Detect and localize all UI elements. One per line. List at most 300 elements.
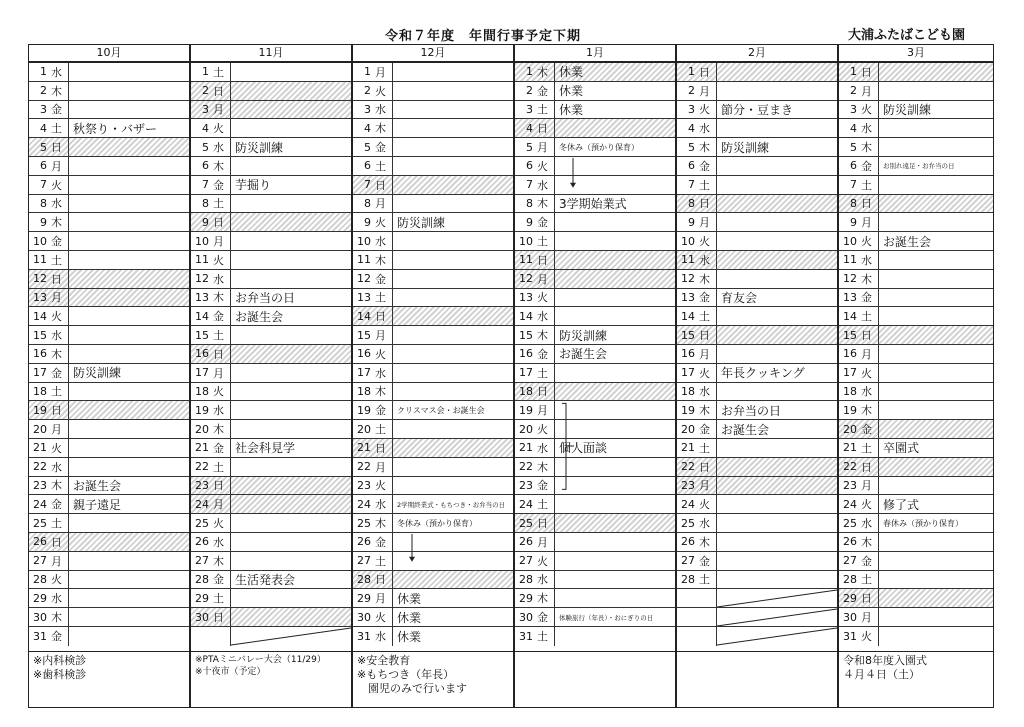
- day-number: 14: [357, 309, 371, 323]
- day-number: 13: [195, 290, 209, 304]
- event-text: 生活発表会: [235, 572, 296, 587]
- day-number: 15: [681, 328, 695, 342]
- day-number: 22: [33, 460, 47, 474]
- day-number: 29: [357, 591, 371, 605]
- day-number: 18: [195, 384, 209, 398]
- weekday: 火: [697, 101, 717, 119]
- day-number: 15: [519, 328, 533, 342]
- weekday: 月: [49, 289, 69, 307]
- weekday: 木: [211, 157, 231, 175]
- weekday: 火: [49, 439, 69, 457]
- weekday: 月: [535, 533, 555, 551]
- day-number: 12: [681, 272, 695, 286]
- weekday: 火: [211, 251, 231, 269]
- day-number: 16: [33, 347, 47, 361]
- day-number: 19: [357, 403, 371, 417]
- weekday: 水: [697, 119, 717, 137]
- weekday: 日: [697, 326, 717, 344]
- weekday: 土: [697, 176, 717, 194]
- weekday: 水: [535, 571, 555, 589]
- day-number: 11: [519, 253, 533, 267]
- calendar-grid: [28, 44, 994, 708]
- weekday: 火: [859, 232, 879, 250]
- weekday: 水: [859, 251, 879, 269]
- weekday: 土: [211, 63, 231, 81]
- weekday: 水: [697, 251, 717, 269]
- day-number: 28: [681, 572, 695, 586]
- event-text: 防災訓練: [883, 102, 932, 117]
- event-text: 秋祭り・バザー: [73, 121, 158, 136]
- day-number: 10: [33, 234, 47, 248]
- weekday: 土: [697, 439, 717, 457]
- weekday: 木: [697, 533, 717, 551]
- day-number: 23: [843, 478, 857, 492]
- month-header: 10月: [29, 45, 189, 63]
- weekday: 火: [49, 176, 69, 194]
- weekday: 金: [697, 157, 717, 175]
- day-number: 24: [33, 497, 47, 511]
- weekday: 月: [211, 232, 231, 250]
- weekday: 火: [859, 364, 879, 382]
- day-number: 17: [843, 366, 857, 380]
- page-title: 令和７年度 年間行事予定下期: [385, 29, 582, 44]
- event-text: お別れ遠足・お弁当の日: [883, 162, 955, 171]
- event-text: 休業: [397, 591, 422, 606]
- day-number: 27: [843, 554, 857, 568]
- day-number: 26: [681, 535, 695, 549]
- event-text: 防災訓練: [721, 140, 770, 155]
- weekday: 日: [211, 477, 231, 495]
- day-number: 16: [195, 347, 209, 361]
- weekday: 土: [859, 439, 879, 457]
- day-number: 1: [364, 65, 371, 79]
- weekday: 月: [535, 138, 555, 156]
- day-number: 1: [850, 65, 857, 79]
- day-number: 14: [519, 309, 533, 323]
- weekday: 火: [697, 495, 717, 513]
- day-number: 26: [357, 535, 371, 549]
- day-number: 8: [688, 196, 695, 210]
- weekday: 火: [49, 571, 69, 589]
- day-number: 28: [519, 572, 533, 586]
- weekday: 木: [535, 458, 555, 476]
- weekday: 月: [859, 82, 879, 100]
- weekday: 木: [697, 270, 717, 288]
- day-number: 13: [843, 290, 857, 304]
- weekday: 月: [535, 401, 555, 419]
- weekday: 金: [859, 289, 879, 307]
- day-number: 19: [519, 403, 533, 417]
- day-number: 21: [843, 441, 857, 455]
- day-number: 4: [40, 121, 47, 135]
- weekday: 火: [373, 82, 393, 100]
- weekday: 火: [535, 552, 555, 570]
- weekday: 水: [211, 270, 231, 288]
- day-number: 27: [195, 554, 209, 568]
- day-number: 11: [33, 253, 47, 267]
- weekday: 土: [211, 458, 231, 476]
- day-number: 24: [357, 497, 371, 511]
- weekday: 月: [373, 326, 393, 344]
- weekday: 木: [373, 514, 393, 532]
- weekday: 水: [49, 458, 69, 476]
- day-number: 15: [843, 328, 857, 342]
- weekday: 火: [373, 345, 393, 363]
- event-text: お誕生会: [73, 478, 122, 493]
- day-number: 25: [195, 516, 209, 530]
- weekday: 火: [373, 608, 393, 626]
- weekday: 日: [859, 326, 879, 344]
- day-number: 15: [195, 328, 209, 342]
- event-text: 2学期終業式・もちつき・お弁当の日: [397, 500, 506, 509]
- weekday: 日: [859, 195, 879, 213]
- weekday: 日: [697, 195, 717, 213]
- day-number: 9: [688, 215, 695, 229]
- weekday: 日: [535, 119, 555, 137]
- weekday: 金: [373, 138, 393, 156]
- weekday: 水: [859, 514, 879, 532]
- weekday: 土: [373, 552, 393, 570]
- day-number: 2: [202, 84, 209, 98]
- weekday: 日: [211, 345, 231, 363]
- weekday: 土: [535, 627, 555, 646]
- day-number: 21: [33, 441, 47, 455]
- day-number: 25: [33, 516, 47, 530]
- weekday: 金: [859, 157, 879, 175]
- day-number: 7: [202, 178, 209, 192]
- day-number: 21: [195, 441, 209, 455]
- day-number: 18: [519, 384, 533, 398]
- day-number: 12: [519, 272, 533, 286]
- weekday: 水: [49, 589, 69, 607]
- month-header: 3月: [839, 45, 993, 63]
- event-text: お弁当の日: [721, 403, 782, 418]
- day-number: 3: [202, 102, 209, 116]
- day-number: 7: [364, 178, 371, 192]
- day-number: 9: [202, 215, 209, 229]
- weekday: 月: [211, 495, 231, 513]
- day-number: 1: [40, 65, 47, 79]
- weekday: 水: [535, 176, 555, 194]
- weekday: 金: [535, 477, 555, 495]
- day-number: 25: [843, 516, 857, 530]
- month-header: 11月: [191, 45, 351, 63]
- day-number: 27: [681, 554, 695, 568]
- day-number: 8: [526, 196, 533, 210]
- weekday: 木: [859, 401, 879, 419]
- day-number: 24: [519, 497, 533, 511]
- weekday: 木: [859, 270, 879, 288]
- weekday: 土: [535, 495, 555, 513]
- day-number: 13: [681, 290, 695, 304]
- weekday: 木: [535, 326, 555, 344]
- weekday: 水: [697, 383, 717, 401]
- weekday: 木: [535, 195, 555, 213]
- weekday: 月: [697, 477, 717, 495]
- day-number: 31: [843, 629, 857, 643]
- weekday: 日: [535, 251, 555, 269]
- day-number: 5: [40, 140, 47, 154]
- day-number: 26: [33, 535, 47, 549]
- weekday: 水: [211, 533, 231, 551]
- event-text: 冬休み（預かり保育）: [559, 142, 639, 152]
- weekday: 土: [211, 589, 231, 607]
- day-number: 21: [681, 441, 695, 455]
- day-number: 25: [357, 516, 371, 530]
- weekday: 木: [697, 138, 717, 156]
- note-line: ※歯科検診: [33, 668, 87, 681]
- note-line: ※十夜市（予定）: [195, 667, 266, 677]
- event-text: 防災訓練: [397, 215, 446, 230]
- weekday: 金: [535, 82, 555, 100]
- weekday: 水: [49, 195, 69, 213]
- day-number: 6: [688, 159, 695, 173]
- weekday: 月: [49, 157, 69, 175]
- day-number: 10: [519, 234, 533, 248]
- day-number: 11: [195, 253, 209, 267]
- day-number: 4: [850, 121, 857, 135]
- weekday: 日: [211, 82, 231, 100]
- weekday: 月: [697, 213, 717, 231]
- weekday: 金: [211, 571, 231, 589]
- day-number: 23: [519, 478, 533, 492]
- day-number: 6: [40, 159, 47, 173]
- event-text: 節分・豆まき: [721, 102, 794, 117]
- day-number: 24: [843, 497, 857, 511]
- weekday: 火: [535, 289, 555, 307]
- day-number: 1: [688, 65, 695, 79]
- event-text: 休業: [559, 84, 584, 99]
- weekday: 月: [859, 477, 879, 495]
- weekday: 月: [49, 552, 69, 570]
- day-number: 16: [357, 347, 371, 361]
- event-text: お誕生会: [559, 347, 608, 362]
- event-text: 休業: [397, 610, 422, 625]
- day-number: 4: [688, 121, 695, 135]
- weekday: 土: [49, 514, 69, 532]
- weekday: 金: [697, 420, 717, 438]
- day-number: 27: [357, 554, 371, 568]
- weekday: 金: [211, 307, 231, 325]
- weekday: 月: [211, 101, 231, 119]
- weekday: 木: [373, 119, 393, 137]
- weekday: 木: [49, 82, 69, 100]
- day-number: 27: [519, 554, 533, 568]
- day-number: 6: [526, 159, 533, 173]
- day-number: 3: [850, 102, 857, 116]
- day-number: 28: [195, 572, 209, 586]
- weekday: 土: [373, 289, 393, 307]
- weekday: 金: [49, 364, 69, 382]
- weekday: 月: [211, 364, 231, 382]
- weekday: 土: [859, 571, 879, 589]
- day-number: 20: [195, 422, 209, 436]
- day-number: 10: [681, 234, 695, 248]
- day-number: 18: [843, 384, 857, 398]
- event-text: お誕生会: [883, 234, 932, 249]
- weekday: 日: [211, 213, 231, 231]
- weekday: 水: [535, 307, 555, 325]
- day-number: 21: [519, 441, 533, 455]
- month-header: 2月: [677, 45, 837, 63]
- weekday: 土: [49, 383, 69, 401]
- note-line: ※内科検診: [33, 654, 87, 667]
- weekday: 火: [859, 627, 879, 646]
- weekday: 月: [697, 345, 717, 363]
- event-text: 育友会: [721, 290, 758, 305]
- weekday: 火: [697, 232, 717, 250]
- day-number: 2: [688, 84, 695, 98]
- day-number: 3: [526, 102, 533, 116]
- event-text: 防災訓練: [235, 140, 284, 155]
- weekday: 木: [697, 401, 717, 419]
- day-number: 16: [519, 347, 533, 361]
- day-number: 31: [33, 629, 47, 643]
- day-number: 2: [850, 84, 857, 98]
- weekday: 水: [211, 401, 231, 419]
- day-number: 6: [850, 159, 857, 173]
- event-text: お誕生会: [235, 309, 284, 324]
- weekday: 月: [373, 458, 393, 476]
- day-number: 20: [519, 422, 533, 436]
- arrow-head: [409, 557, 415, 562]
- day-number: 16: [681, 347, 695, 361]
- event-text: 休業: [559, 102, 584, 117]
- day-number: 7: [526, 178, 533, 192]
- bracket-mark: [562, 403, 566, 489]
- weekday: 金: [49, 495, 69, 513]
- weekday: 日: [859, 458, 879, 476]
- weekday: 月: [697, 82, 717, 100]
- day-number: 3: [364, 102, 371, 116]
- event-text: 社会科見学: [235, 441, 296, 456]
- day-number: 7: [850, 178, 857, 192]
- day-number: 6: [364, 159, 371, 173]
- day-number: 23: [357, 478, 371, 492]
- day-number: 28: [843, 572, 857, 586]
- weekday: 土: [49, 119, 69, 137]
- day-number: 5: [850, 140, 857, 154]
- day-number: 17: [681, 366, 695, 380]
- weekday: 火: [535, 157, 555, 175]
- day-number: 17: [519, 366, 533, 380]
- weekday: 木: [49, 477, 69, 495]
- day-number: 20: [33, 422, 47, 436]
- weekday: 木: [49, 213, 69, 231]
- event-text: クリスマス会・お誕生会: [397, 405, 485, 415]
- event-text: 3学期始業式: [559, 196, 627, 211]
- day-number: 31: [357, 629, 371, 643]
- day-number: 9: [40, 215, 47, 229]
- weekday: 月: [373, 195, 393, 213]
- day-number: 20: [357, 422, 371, 436]
- day-number: 19: [681, 403, 695, 417]
- day-number: 8: [202, 196, 209, 210]
- day-number: 10: [195, 234, 209, 248]
- day-number: 9: [850, 215, 857, 229]
- weekday: 水: [373, 101, 393, 119]
- day-number: 24: [681, 497, 695, 511]
- day-number: 19: [195, 403, 209, 417]
- day-number: 11: [843, 253, 857, 267]
- day-number: 30: [843, 610, 857, 624]
- day-number: 29: [519, 591, 533, 605]
- day-number: 12: [33, 272, 47, 286]
- weekday: 日: [697, 63, 717, 81]
- event-text: お誕生会: [721, 422, 770, 437]
- event-text: お弁当の日: [235, 290, 296, 305]
- weekday: 火: [859, 101, 879, 119]
- weekday: 火: [697, 364, 717, 382]
- event-text: 冬休み（預かり保育）: [397, 518, 477, 528]
- weekday: 水: [373, 364, 393, 382]
- weekday: 火: [535, 420, 555, 438]
- day-number: 5: [202, 140, 209, 154]
- event-text: 防災訓練: [559, 328, 608, 343]
- weekday: 日: [859, 589, 879, 607]
- day-number: 14: [33, 309, 47, 323]
- day-number: 27: [33, 554, 47, 568]
- event-text: 体験旅行（年長）・おにぎりの日: [559, 613, 654, 622]
- month-header: 1月: [515, 45, 675, 63]
- weekday: 木: [535, 589, 555, 607]
- day-number: 5: [688, 140, 695, 154]
- weekday: 月: [859, 345, 879, 363]
- weekday: 金: [373, 270, 393, 288]
- day-number: 12: [195, 272, 209, 286]
- weekday: 水: [211, 138, 231, 156]
- event-text: 修了式: [883, 497, 920, 512]
- day-number: 15: [33, 328, 47, 342]
- weekday: 金: [211, 439, 231, 457]
- weekday: 日: [697, 458, 717, 476]
- weekday: 水: [49, 326, 69, 344]
- day-number: 31: [519, 629, 533, 643]
- weekday: 金: [535, 608, 555, 626]
- day-number: 20: [843, 422, 857, 436]
- weekday: 水: [373, 232, 393, 250]
- weekday: 月: [373, 63, 393, 81]
- weekday: 月: [373, 589, 393, 607]
- weekday: 土: [535, 364, 555, 382]
- weekday: 水: [535, 439, 555, 457]
- day-number: 21: [357, 441, 371, 455]
- day-number: 11: [681, 253, 695, 267]
- day-number: 13: [357, 290, 371, 304]
- weekday: 日: [535, 383, 555, 401]
- day-number: 26: [519, 535, 533, 549]
- day-number: 23: [681, 478, 695, 492]
- weekday: 火: [373, 477, 393, 495]
- organization-name: 大浦ふたばこども園: [848, 28, 966, 43]
- weekday: 木: [49, 608, 69, 626]
- weekday: 金: [535, 213, 555, 231]
- day-number: 7: [40, 178, 47, 192]
- day-number: 2: [40, 84, 47, 98]
- weekday: 日: [859, 63, 879, 81]
- weekday: 土: [697, 571, 717, 589]
- weekday: 金: [49, 232, 69, 250]
- weekday: 土: [373, 157, 393, 175]
- day-number: 18: [681, 384, 695, 398]
- weekday: 日: [49, 138, 69, 156]
- day-number: 2: [526, 84, 533, 98]
- weekday: 日: [373, 176, 393, 194]
- weekday: 月: [859, 213, 879, 231]
- day-number: 3: [688, 102, 695, 116]
- day-number: 14: [681, 309, 695, 323]
- day-number: 8: [40, 196, 47, 210]
